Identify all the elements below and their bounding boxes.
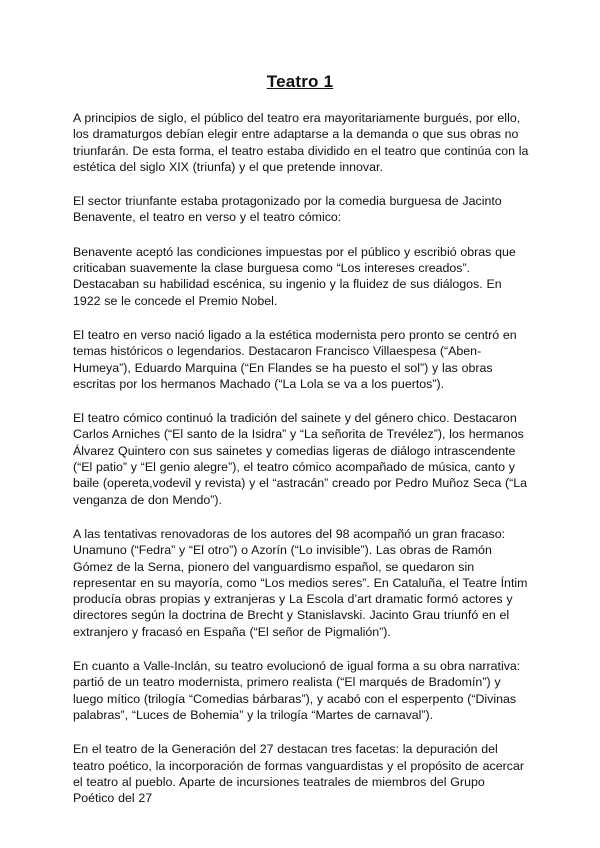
paragraph-valle-inclan: En cuanto a Valle-Inclán, su teatro evolucionó de igual forma a su obra narrativa: partió de un teatro modernista, primero realista (“El marqués de Bradomín”) y luego mítico (trilogía “Comedias bárbaras”), y acabó con el esperpento (“Divinas palabras”, “Luces de Bohemia” y la trilogía “Martes de carnaval”). — [73, 659, 521, 722]
page-title: Teatro 1 — [266, 72, 334, 91]
paragraph-teatro-comico: El teatro cómico continuó la tradición del sainete y del género chico. Destacaron Carlos Arniches (“El santo de la Isidra” y “La señorita de Trevélez”), los hermanos Álvarez Quintero con sus sainetes y comedias ligeras de diálogo intrascendente (“El patio” y “El genio alegre”), el teatro cómico acompañado de música, canto y baile (opereta,vodevil y revista) y el “astracán” creado por Pedro Muñoz Seca (“La venganza de don Mendo”). — [73, 411, 528, 507]
document-body — [73, 110, 529, 824]
paragraph-generacion-27: En el teatro de la Generación del 27 destacan tres facetas: la depuración del teatro poético, la incorporación de formas vanguardistas y el propósito de acercar el teatro al pueblo. Aparte de incursiones teatrales de miembros del Grupo Poético del 27 — [73, 742, 524, 806]
paragraph-sector-triunfante: El sector triunfante estaba protagonizado por la comedia burguesa de Jacinto Benavente, el teatro en verso y el teatro cómico: — [73, 194, 502, 225]
paragraph-teatro-verso: El teatro en verso nació ligado a la estética modernista pero pronto se centró en temas históricos o legendarios. Destacaron Francisco Villaespesa (“Aben-Humeya”), Eduardo Marquina (“En Flandes se ha puesto el sol”) y las obras escritas por los hermanos Machado (“La Lola se va a los puertos”). — [73, 327, 517, 391]
paragraph-benavente: Benavente aceptó las condiciones impuestas por el público y escribió obras que criticaban suavemente la clase burguesa como “Los intereses creados”. Destacaban su habilidad escénica, su ingenio y la fluidez de sus diálogos. En 1922 se le concede el Premio Nobel. — [73, 244, 516, 308]
paragraph-intro: A principios de siglo, el público del teatro era mayoritariamente burgués, por ello, los dramaturgos debían elegir entre adaptarse a la demanda o que sus obras no triunfarán. De esta forma, el teatro estaba dividido en el teatro que continúa con la estética del siglo XIX (triunfa) y el que pretende innovar. — [73, 111, 529, 174]
paragraph-tentativas-renovadoras: A las tentativas renovadoras de los autores del 98 acompañó un gran fracaso: Unamuno (“Fedra” y “El otro”) o Azorín (“Lo invisible”). Las obras de Ramón Gómez de la Serna, pionero del vanguardismo español, se quedaron sin representar en su mayoría, como “Los medios seres”. En Cataluña, el Teatre Íntim producía obras propias y extranjeras y La Escola d’art dramatic formó actores y directores según la doctrina de Brecht y Stanislavski. Jacinto Grau triunfó en el extranjero y fracasó en España (“El señor de Pigmalión”). — [73, 526, 528, 639]
